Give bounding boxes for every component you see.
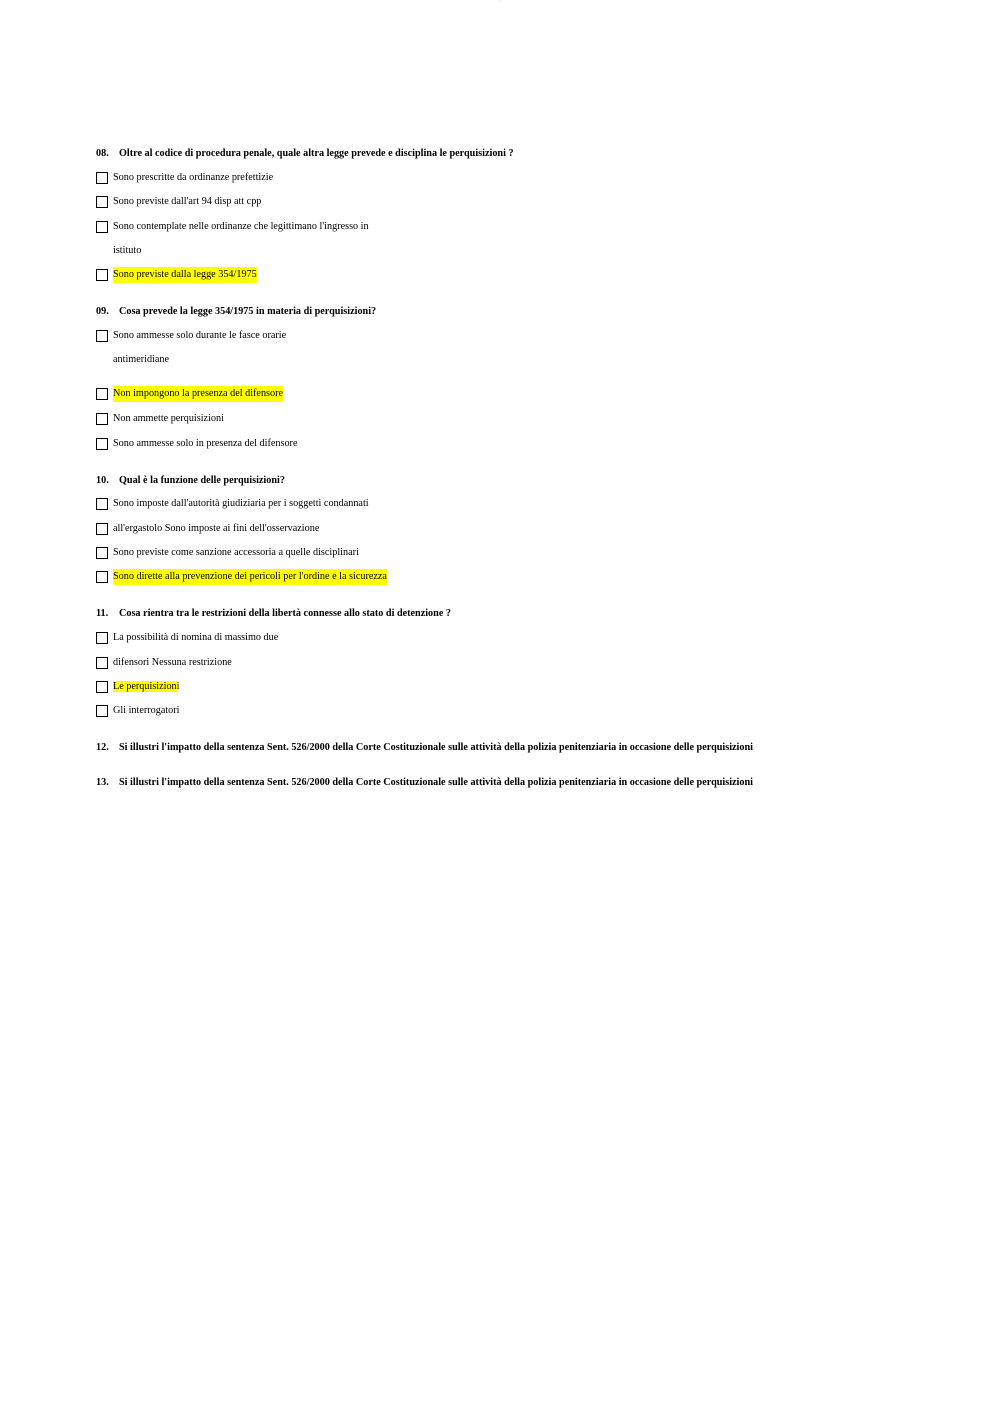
page-header-mark: ··· bbox=[499, 0, 501, 2]
question-text: Cosa rientra tra le restrizioni della libertà connesse allo stato di detenzione ? bbox=[119, 608, 451, 619]
question-number: 11. bbox=[96, 608, 109, 619]
option-text: Sono contemplate nelle ordinanze che legittimano l'ingresso in bbox=[113, 221, 369, 232]
option-text: Sono ammesse solo in presenza del difensore bbox=[113, 438, 298, 449]
option-text: Sono previste dall'art 94 disp att cpp bbox=[113, 196, 262, 207]
option-text: Sono ammesse solo durante le fasce orarie bbox=[113, 330, 287, 341]
checkbox[interactable] bbox=[96, 330, 108, 342]
checkbox[interactable] bbox=[96, 413, 108, 425]
checkbox[interactable] bbox=[96, 438, 108, 450]
question-08 bbox=[96, 147, 514, 161]
option-text-highlighted: Le perquisizion bbox=[113, 681, 177, 692]
question-text: Cosa prevede la legge 354/1975 in materia di perquisizioni? bbox=[119, 306, 377, 317]
checkbox[interactable] bbox=[96, 681, 108, 693]
option-text: Gli interrogatori bbox=[113, 705, 180, 716]
question-12 bbox=[96, 741, 753, 755]
question-09 bbox=[96, 305, 376, 319]
checkbox[interactable] bbox=[96, 269, 108, 281]
question-number: 12. bbox=[96, 742, 109, 753]
option-continuation: antimeridiane bbox=[113, 354, 170, 365]
option-text: all'ergastolo Sono imposte ai fini dell'osservazione bbox=[113, 523, 320, 534]
option-continuation: istituto bbox=[113, 245, 142, 256]
question-text: Si illustri l'impatto della sentenza Sent. 526/2000 della Corte Costituzionale sulle attività della polizia penitenziaria in occasione delle perquisizioni bbox=[119, 742, 753, 753]
checkbox[interactable] bbox=[96, 632, 108, 644]
checkbox[interactable] bbox=[96, 498, 108, 510]
checkbox[interactable] bbox=[96, 705, 108, 717]
question-number: 13. bbox=[96, 777, 109, 788]
option-text: Sono imposte dall'autorità giudiziaria per i soggetti condannati bbox=[113, 498, 369, 509]
option-text: difensori Nessuna restrizione bbox=[113, 657, 232, 668]
checkbox[interactable] bbox=[96, 657, 108, 669]
checkbox[interactable] bbox=[96, 172, 108, 184]
checkbox[interactable] bbox=[96, 196, 108, 208]
checkbox[interactable] bbox=[96, 547, 108, 559]
question-text: Qual è la funzione delle perquisizioni? bbox=[119, 475, 285, 486]
option-text: Non ammette perquisizioni bbox=[113, 413, 224, 424]
question-number: 10. bbox=[96, 475, 109, 486]
checkbox[interactable] bbox=[96, 571, 108, 583]
option-text-tail: i bbox=[176, 681, 180, 692]
option-text-highlighted: Sono previste dalla legge 354/1975 bbox=[113, 267, 257, 283]
checkbox[interactable] bbox=[96, 388, 108, 400]
question-number: 09. bbox=[96, 306, 109, 317]
question-11 bbox=[96, 607, 451, 621]
option-text: Sono previste come sanzione accessoria a quelle disciplinari bbox=[113, 547, 359, 558]
option-text-highlighted: Sono dirette alla prevenzione dei pericoli per l'ordine e la sicurezza bbox=[113, 569, 387, 585]
question-number: 08. bbox=[96, 148, 109, 159]
option-text: La possibilità di nomina di massimo due bbox=[113, 632, 279, 643]
option-text: Sono prescritte da ordinanze prefettizie bbox=[113, 172, 274, 183]
question-13 bbox=[96, 776, 753, 790]
checkbox[interactable] bbox=[96, 523, 108, 535]
question-10 bbox=[96, 474, 285, 488]
question-text: Si illustri l'impatto della sentenza Sent. 526/2000 della Corte Costituzionale sulle attività della polizia penitenziaria in occasione delle perquisizioni bbox=[119, 777, 753, 788]
question-text: Oltre al codice di procedura penale, quale altra legge prevede e disciplina le perquisizioni ? bbox=[119, 148, 514, 159]
option-text-group bbox=[113, 679, 180, 695]
option-text-highlighted: Non impongono la presenza del difensore bbox=[113, 386, 283, 402]
checkbox[interactable] bbox=[96, 221, 108, 233]
